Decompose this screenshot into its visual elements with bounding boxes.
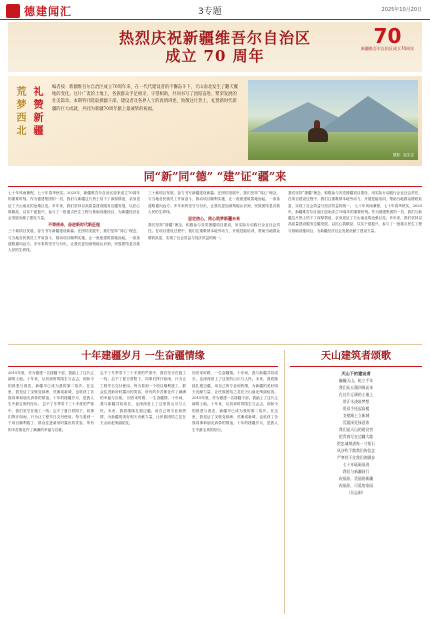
- main-headline: [8, 29, 422, 65]
- editorial-note: 编者按：新疆维吾尔自治区成立70周年来，在一代代建设者的不懈奋斗下，天山南北发生了翻天覆地的变化。这片广袤的土地上，各族群众手足相亲、守望相助，共同书写了团结奋进、繁荣发展的壮美篇章。本期特刊选取援疆干部、建设者及各界人士的真情讲述，致敬这片热土，礼赞新时代新疆的巨大成就，共同为新疆70周年献上最诚挚的祝福。: [52, 85, 238, 112]
- poem-line: 巍巍天山，屹立千年: [338, 378, 374, 383]
- side-title-char: 北: [16, 126, 27, 137]
- poem-block: [290, 370, 422, 614]
- vertical-divider: [284, 350, 285, 614]
- article-text: 七十年风雨兼程，七十年春华秋实。2025年，新疆维吾尔自治区迎来成立70周年的重要时刻。作为德建集团的一员，我们与新疆这片热土结下了深厚情谊，亲身见证了天山南北的沧桑巨变。多年来，我们坚持以高质量建设服务边疆发展，以匠心筑精品、以实干促振兴，参与了一批重点民生工程与基础设施项目，为新疆经济社会发展贡献了建设力量。: [8, 191, 140, 221]
- side-title-char: 赞: [33, 100, 44, 111]
- poem-line: 把青春写在边疆大地: [338, 434, 374, 439]
- mountain-shape: [318, 96, 418, 132]
- headline-line-2: 成立 70 周年: [165, 47, 265, 65]
- section-divider: [8, 366, 278, 367]
- landscape-photo: [248, 80, 418, 160]
- side-title-char: 梦: [16, 100, 27, 111]
- poem-line: 用双手托起高楼: [342, 406, 370, 411]
- poem-line: 在这片辽阔的土地上: [338, 392, 374, 397]
- horse-figure: [308, 128, 328, 142]
- article-column: [100, 370, 186, 614]
- article-text: 七十年风雨兼程，七十年春华秋实。2025年，新疆维吾尔自治区迎来成立70周年的重要时刻。作为德建集团的一员，我们与新疆这片热土结下了深厚情谊，亲身见证了天山南北的沧桑巨变。多年来，我们坚持以高质量建设服务边疆发展，以匠心筑精品、以实干促振兴，参与了一批重点民生工程与基础设施项目，为新疆经济社会发展贡献了建设力量。: [288, 203, 422, 233]
- logo-mark-icon: [6, 4, 20, 18]
- newspaper-name: 德建闻汇: [24, 5, 72, 18]
- side-title-col-1: [14, 86, 29, 138]
- article-column: [8, 370, 94, 614]
- article-text: 回首来时路，一生奋疆情。十年间，我与新疆共同成长，也深深爱上了这里的山川与人民。未来，我将继续扎根边疆，用自己的专业和热情，为新疆的美好明天贡献力量，让民族团结之花在天山南北绚丽绽放。: [100, 396, 186, 426]
- poem-line: 用汗水浇筑梦想: [342, 399, 370, 404]
- article-subhead: 不辱使命，奋进新时代新征程: [48, 222, 100, 228]
- poem-line: 我们是天山的建设者: [338, 427, 374, 432]
- poem-title: 天山下的建设者: [341, 371, 371, 376]
- anniversary-emblem: [361, 26, 414, 52]
- article-text: 我们坚持“援疆”理念，积极参与各类援疆项目建设，用实际行动践行企业社会责任。在项目建设过程中，我们注重吸纳本地劳动力，开展技能培训，帮助当地群众增收致富，实现了社会效益与经济效益的统一。: [148, 223, 280, 240]
- horizontal-divider: [8, 344, 422, 345]
- side-title-char: 西: [16, 113, 27, 124]
- poem-line: 我们与新疆同行: [342, 469, 370, 474]
- page-number: 3专题: [198, 7, 222, 17]
- page-header: [0, 0, 430, 20]
- photo-credit: 摄影：赵宏志: [393, 153, 414, 157]
- section-title-decade: 十年建疆岁月 一生奋疆情缘: [81, 351, 205, 362]
- side-title-col-2: [31, 86, 46, 138]
- article-text: 我们坚持“援疆”理念，积极参与各类援疆项目建设，用实际行动践行企业社会责任。在项目建设过程中，我们注重吸纳本地劳动力，开展技能培训，帮助当地群众增收致富，实现了社会效益与经济效益的统一。: [288, 191, 422, 208]
- poem-lines: [290, 377, 422, 489]
- side-title-char: 荒: [16, 87, 27, 98]
- article-text: 2015年底，作为德建一名援疆干部，我踏上了这片辽阔的土地。十年来，从初到时的陌生与忐忑，到如今的熟悉与眷恋，新疆早已成为我的第二故乡。在这里，我见证了戈壁变绿洲、荒滩成新城，也收获了各族同事和朋友真挚的情谊。十年的援疆岁月，是我人生中最宝贵的经历。: [192, 396, 278, 432]
- poem-line: 祝福你，可爱的家园: [338, 483, 374, 488]
- article-text: 忘不了冬季零下三十多度的严寒中，我们坚守在施工一线；忘不了夏日骄阳下，同事们挥汗如雨，只为让工程早日交付使用。每当看到一个项目顺利竣工、群众住进新房时露出的笑容，所有的辛苦都化作了满满的幸福与自豪。: [100, 371, 186, 401]
- article-text: 2015年底，作为德建一名援疆干部，我踏上了这片辽阔的土地。十年来，从初到时的陌生与忐忑，到如今的熟悉与眷恋，新疆早已成为我的第二故乡。在这里，我见证了戈壁变绿洲、荒滩成新城，也收获了各族同事和朋友真挚的情谊。十年的援疆岁月，是我人生中最宝贵的经历。: [8, 371, 94, 407]
- editorial-block: [8, 76, 422, 166]
- side-title: [14, 86, 46, 138]
- article-column: [8, 190, 140, 340]
- poem-line: 我们从五湖四海而来: [338, 385, 374, 390]
- newspaper-logo: [6, 3, 72, 19]
- issue-date: 2025年10月20日: [381, 7, 422, 13]
- section-title-unity: 同“新”同“德” “建”证“疆”来: [143, 170, 287, 183]
- side-title-char: 礼: [33, 87, 44, 98]
- section-divider: [8, 186, 422, 187]
- article-column: [192, 370, 278, 614]
- poem-line: 风沙吹不散我们的信念: [337, 448, 375, 453]
- poem-author: （吴志刚）: [346, 490, 366, 495]
- headline-line-1: 热烈庆祝新疆维吾尔自治区: [118, 29, 311, 47]
- section-title-tianshan: 天山建筑者颂歌: [321, 351, 391, 362]
- article-text: 三十载项目发展，奋力书写新疆建设新篇。在团结发展中，我们坚持“同心”理念，与当地各民族员工并肩奋斗，推动项目顺利实施，让一座座建筑拔地而起，一条条道路通向远方。多年来的坚守与付出，让我们更加深刻地认识到，民族团结是各族人民的生命线。: [8, 229, 140, 253]
- poem-line: 荒漠深处绿意浓: [342, 420, 370, 425]
- poem-line: 戈壁滩上立新城: [342, 413, 370, 418]
- article-text: 回首来时路，一生奋疆情。十年间，我与新疆共同成长，也深深爱上了这里的山川与人民。未来，我将继续扎根边疆，用自己的专业和热情，为新疆的美好明天贡献力量，让民族团结之花在天山南北绚丽绽放。: [192, 371, 278, 394]
- anniversary-caption: 新疆维吾尔自治区成立70周年: [360, 46, 414, 51]
- poem-line: 把忠诚刻进每一寸基石: [337, 441, 375, 446]
- poem-line: 严寒挡不住我们的脚步: [337, 455, 375, 460]
- article-subhead: 坚定信心，同心筑梦新疆未来: [188, 216, 240, 222]
- side-title-char: 疆: [33, 126, 44, 137]
- article-text: 忘不了冬季零下三十多度的严寒中，我们坚守在施工一线；忘不了夏日骄阳下，同事们挥汗如雨，只为让工程早日交付使用。每当看到一个项目顺利竣工、群众住进新房时露出的笑容，所有的辛苦都化作了满满的幸福与自豪。: [8, 402, 94, 432]
- article-column: [288, 190, 422, 340]
- headline-banner: [8, 22, 422, 72]
- article-text: 三十载项目发展，奋力书写新疆建设新篇。在团结发展中，我们坚持“同心”理念，与当地各民族员工并肩奋斗，推动项目顺利实施，让一座座建筑拔地而起，一条条道路通向远方。多年来的坚守与付出，让我们更加深刻地认识到，民族团结是各族人民的生命线。: [148, 191, 280, 214]
- poem-line: 七十年砥砺奋进: [342, 462, 370, 467]
- side-title-char: 新: [33, 113, 44, 124]
- article-column: [148, 190, 280, 340]
- section-divider: [290, 366, 422, 367]
- anniversary-number: 70: [373, 24, 402, 48]
- poem-line: 祝福你，美丽的新疆: [338, 476, 374, 481]
